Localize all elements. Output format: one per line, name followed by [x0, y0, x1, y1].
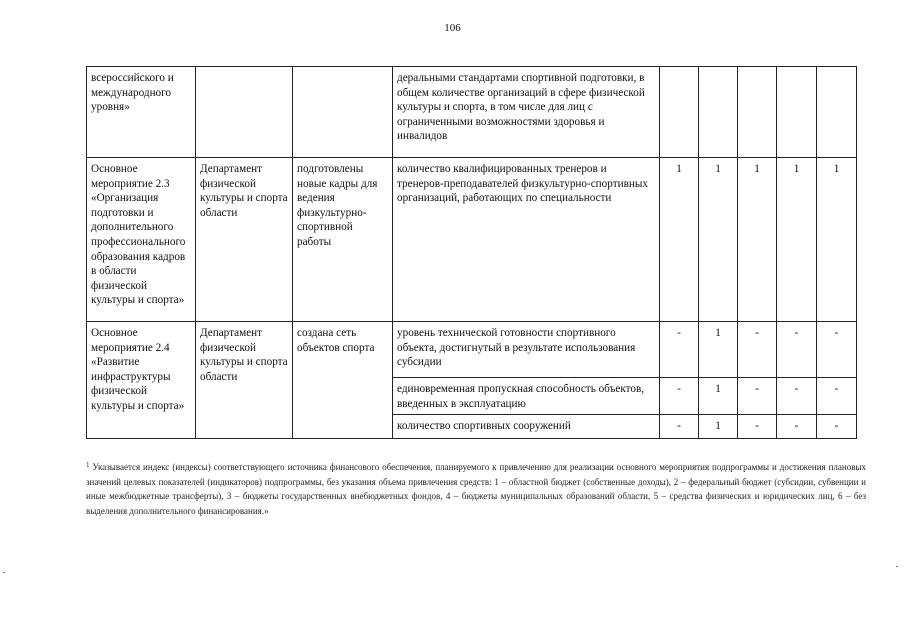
- value-cell: 1: [699, 158, 738, 322]
- table-row: [87, 67, 857, 158]
- value-cell: 1: [817, 158, 857, 322]
- value-cell: [699, 67, 738, 158]
- value-cell: 1: [777, 158, 817, 322]
- result-cell: [293, 67, 393, 158]
- indicator-cell: деральными стандартами спортивной подготовки, в общем количестве организаций в сфере физической культуры и спорта, в том числе для лиц с ограниченными возможностями здоровья и инвалидов: [393, 67, 660, 158]
- value-cell: [777, 67, 817, 158]
- value-cell: [660, 67, 699, 158]
- executor-cell: Департамент физической культуры и спорта области: [196, 158, 293, 322]
- value-cell: -: [660, 378, 699, 415]
- value-cell: -: [777, 415, 817, 439]
- event-cell: Основное мероприятие 2.3 «Организация подготовки и дополнительного профессионального образования кадров в области физической культуры и спорта»: [87, 158, 196, 322]
- value-cell: [738, 67, 777, 158]
- footnote: [86, 460, 866, 518]
- value-cell: [817, 67, 857, 158]
- value-cell: -: [738, 415, 777, 439]
- value-cell: -: [817, 378, 857, 415]
- value-cell: -: [660, 322, 699, 378]
- value-cell: -: [660, 415, 699, 439]
- table-row: [87, 158, 857, 322]
- value-cell: 1: [699, 322, 738, 378]
- value-cell: -: [777, 378, 817, 415]
- result-cell: создана сеть объектов спорта: [293, 322, 393, 439]
- page-number: 106: [444, 22, 461, 34]
- indicator-cell: единовременная пропускная способность объектов, введенных в эксплуатацию: [393, 378, 660, 415]
- value-cell: -: [817, 322, 857, 378]
- executor-cell: [196, 67, 293, 158]
- program-table: [86, 66, 857, 439]
- indicator-cell: уровень технической готовности спортивного объекта, достигнутый в результате использования субсидии: [393, 322, 660, 378]
- scan-edge-mark: [3, 572, 5, 573]
- event-cell: Основное мероприятие 2.4 «Развитие инфраструктуры физической культуры и спорта»: [87, 322, 196, 439]
- value-cell: -: [777, 322, 817, 378]
- value-cell: -: [738, 378, 777, 415]
- event-cell: всероссийского и международного уровня»: [87, 67, 196, 158]
- value-cell: 1: [738, 158, 777, 322]
- value-cell: -: [817, 415, 857, 439]
- value-cell: -: [738, 322, 777, 378]
- indicator-cell: количество спортивных сооружений: [393, 415, 660, 439]
- table-row: [87, 322, 857, 378]
- footnote-text: Указывается индекс (индексы) соответствующего источника финансового обеспечения, планируемого к привлечению для реализации основного мероприятия подпрограммы и достижения плановых значений целевых показателей (индикаторов) подпрограммы, без указания объема привлечения средств: 1 – областной бюджет (собственные доходы), 2 – федеральный бюджет (субсидии, субвенции и иные межбюджетные трансферты), 3 – бюджеты государственных внебюджетных фондов, 4 – бюджеты муниципальных образований области, 5 – средства физических и юридических лиц, 6 – без выделения дополнительного финансирования.»: [86, 462, 866, 516]
- value-cell: 1: [699, 415, 738, 439]
- scan-edge-mark: [896, 566, 898, 567]
- value-cell: 1: [699, 378, 738, 415]
- indicator-cell: количество квалифицированных тренеров и тренеров-преподавателей физкультурно-спортивных организаций, работающих по специальности: [393, 158, 660, 322]
- executor-cell: Департамент физической культуры и спорта области: [196, 322, 293, 439]
- result-cell: подготовлены новые кадры для ведения физкультурно-спортивной работы: [293, 158, 393, 322]
- value-cell: 1: [660, 158, 699, 322]
- footnote-mark: 1: [86, 461, 90, 469]
